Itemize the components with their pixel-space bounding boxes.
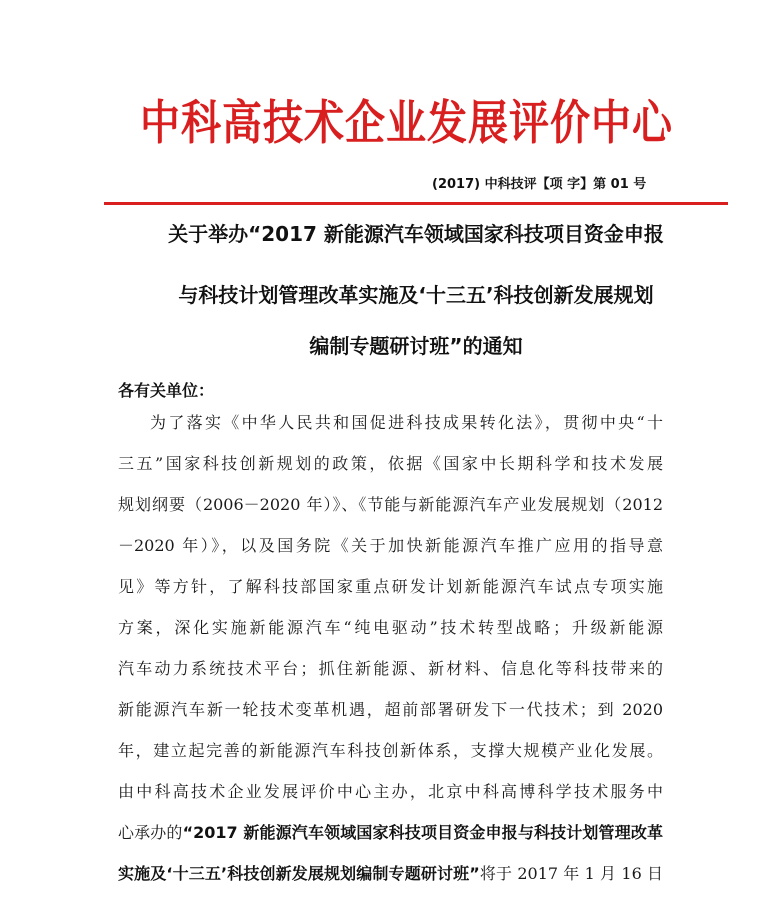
body-line: 为了落实《中华人民共和国促进科技成果转化法》，贯彻中央“十 bbox=[150, 413, 663, 432]
document-number: (2017) 中科技评【项 字】第 01 号 bbox=[432, 177, 647, 192]
body-line: 三五”国家科技创新规划的政策，依据《国家中长期科学和技术发展 bbox=[118, 454, 663, 473]
body-line: 由中科高技术企业发展评价中心主办，北京中科高博科学技术服务中 bbox=[118, 782, 663, 801]
salutation: 各有关单位： bbox=[118, 381, 215, 400]
body-line: 年，建立起完善的新能源汽车科技创新体系，支撑大规模产业化发展。 bbox=[118, 741, 663, 760]
body-line: 规划纲要（2006－2020 年）》、《节能与新能源汽车产业发展规划（2012 bbox=[118, 495, 663, 514]
body-line: 方案，深化实施新能源汽车“纯电驱动”技术转型战略；升级新能源 bbox=[118, 618, 663, 637]
body-line-mixed bbox=[118, 820, 663, 843]
notice-title-line-2: 与科技计划管理改革实施及‘十三五’科技创新发展规划 bbox=[178, 283, 654, 307]
body-line: －2020 年）》，以及国务院《关于加快新能源汽车推广应用的指导意 bbox=[118, 536, 663, 555]
seminar-name-bold: “2017 新能源汽车领域国家科技项目资金申报与科技计划管理改革 bbox=[182, 823, 663, 842]
body-line-mixed bbox=[118, 861, 663, 884]
org-header-title: 中科高技术企业发展评价中心 bbox=[140, 96, 673, 151]
notice-title-line-3: 编制专题研讨班”的通知 bbox=[309, 334, 523, 358]
seminar-name-bold: 实施及‘十三五’科技创新发展规划编制专题研讨班” bbox=[118, 864, 480, 883]
body-line: 新能源汽车新一轮技术变革机遇，超前部署研发下一代技术；到 2020 bbox=[118, 700, 663, 719]
body-text: 将于 2017 年 1 月 16 日 bbox=[479, 864, 663, 883]
body-line: 见》等方针，了解科技部国家重点研发计划新能源汽车试点专项实施 bbox=[118, 577, 663, 596]
body-line: 汽车动力系统技术平台；抓住新能源、新材料、信息化等科技带来的 bbox=[118, 659, 663, 678]
header-divider bbox=[104, 202, 728, 205]
notice-title-line-1: 关于举办“2017 新能源汽车领域国家科技项目资金申报 bbox=[168, 222, 664, 246]
body-text: 心承办的 bbox=[118, 823, 183, 842]
